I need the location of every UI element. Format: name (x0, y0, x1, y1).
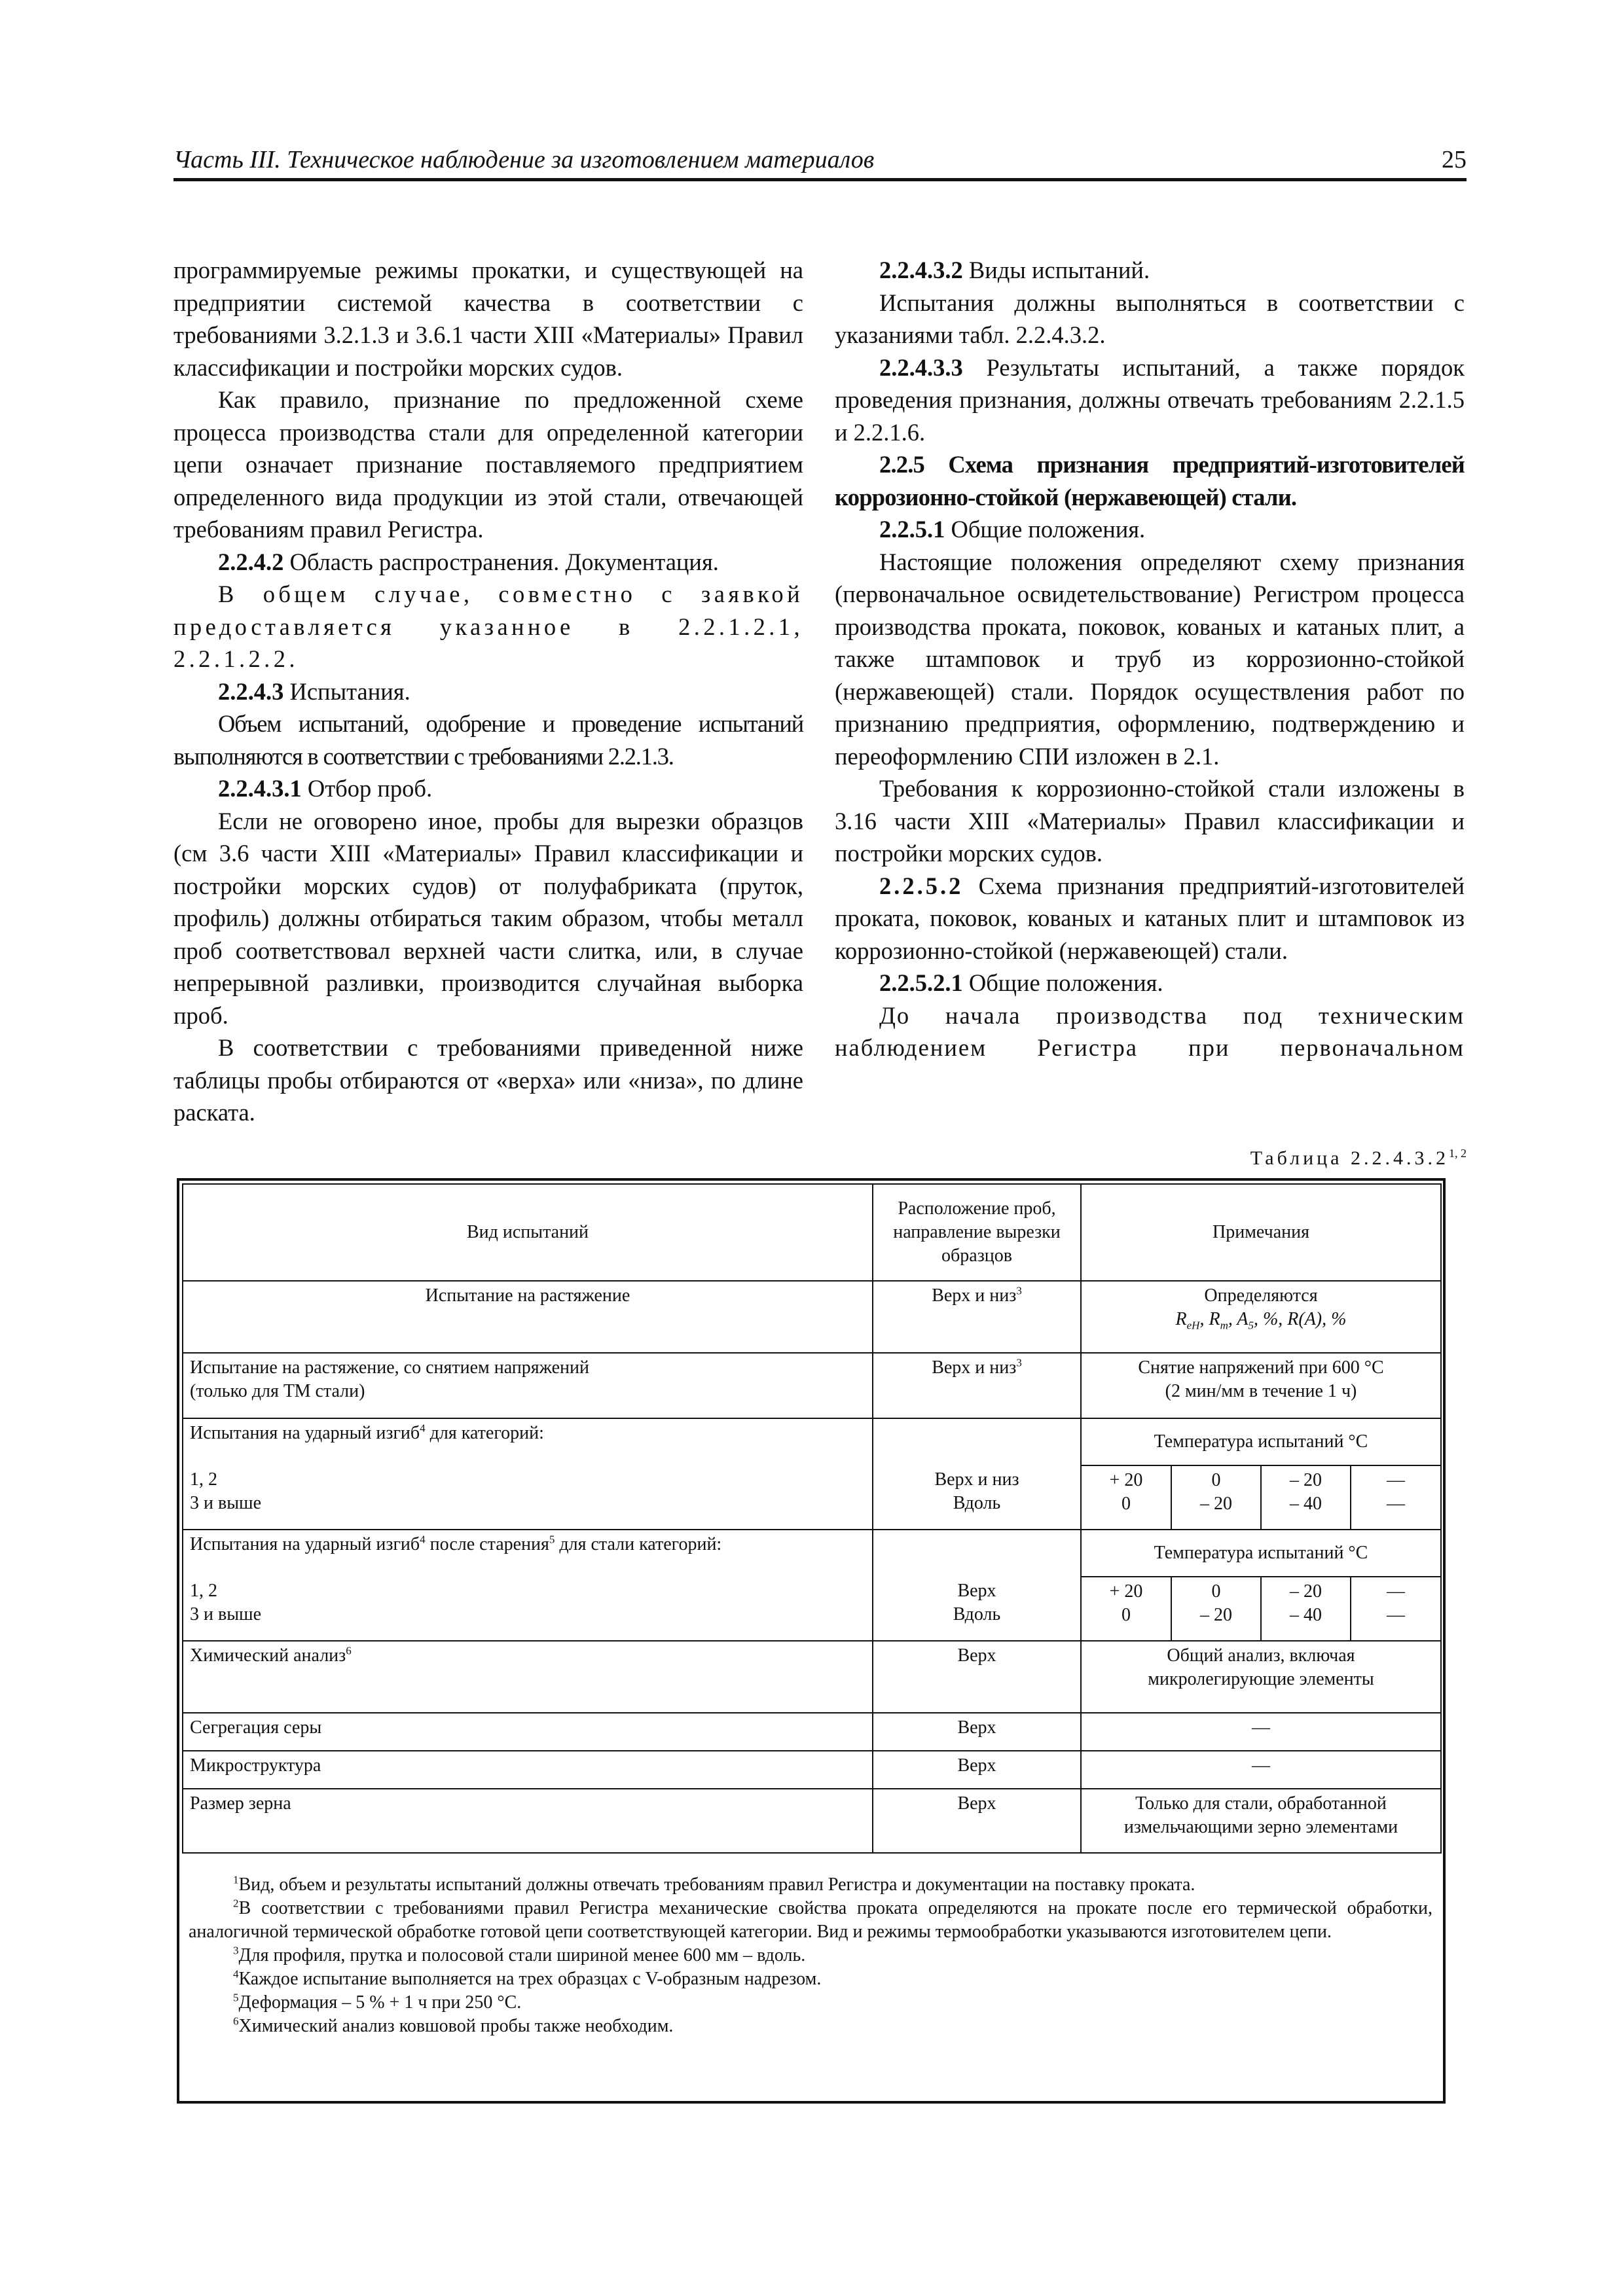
test-cell: Испытание на растяжение (183, 1281, 873, 1353)
location-cell (873, 1353, 1081, 1418)
note-cell (1081, 1281, 1441, 1353)
test-text: после старения (425, 1534, 549, 1554)
footnote-text: Деформация – 5 % + 1 ч при 250 °C. (238, 1992, 522, 2013)
footnote (189, 1944, 1432, 1967)
temp-col (1082, 1466, 1171, 1529)
temp-value: — (1387, 1581, 1405, 1602)
section-title: Общие положения. (962, 969, 1163, 996)
location-cell (873, 1465, 1081, 1530)
footnote-text: Химический анализ ковшовой пробы также необходим. (238, 2016, 674, 2036)
temp-value: – 20 (1290, 1581, 1322, 1602)
paragraph: Как правило, признание по предложенной схеме процесса производства стали для определенной категории цепи означает признание поставляемого предприятием определенного вида продукции из этой стали, отвечающей требованиям правил Регистра. (173, 386, 803, 543)
note-formula (1088, 1308, 1434, 1331)
page-number: 25 (1442, 146, 1467, 173)
location-cell (873, 1530, 1081, 1577)
temp-value: + 20 (1109, 1581, 1143, 1602)
left-column (173, 254, 803, 1129)
section-2-2-5-2-1 (835, 967, 1465, 999)
category-line: 3 и выше (190, 1604, 262, 1624)
table-row (183, 1418, 1441, 1465)
footnote-mark: 3 (233, 1944, 239, 1957)
temp-title-cell: Температура испытаний °C (1081, 1530, 1441, 1577)
test-text: Испытания на ударный изгиб (190, 1534, 420, 1554)
temperature-grid (1081, 1577, 1441, 1641)
section-title: Виды испытаний. (962, 257, 1150, 283)
location-line: Вдоль (953, 1493, 1001, 1513)
category-line: 1, 2 (190, 1581, 217, 1601)
location-line: Вдоль (953, 1604, 1001, 1624)
temp-col (1351, 1466, 1440, 1529)
test-text: для категорий: (425, 1423, 544, 1443)
temp-value: — (1387, 1605, 1405, 1625)
table-row (183, 1641, 1441, 1713)
section-number: 2.2.4.3 (218, 677, 284, 705)
paragraph: программируемые режимы прокатки, и существующей на предприятии системой качества в соответствии с требованиями 3.2.1.3 и 3.6.1 части XIII «Материалы» Правил классификации и постройки морских судов. (173, 257, 803, 381)
note-cell (1081, 1353, 1441, 1418)
temp-col (1351, 1577, 1440, 1640)
header-cell: Примечания (1081, 1184, 1441, 1281)
section-title: Испытания. (283, 677, 410, 705)
paragraph: В общем случае, совместно с заявкой предоставляется указанное в 2.2.1.2.1, 2.2.1.2.2. (173, 581, 803, 672)
section-number: 2.2.4.3.3 (879, 353, 963, 381)
header-cell: Вид испытаний (183, 1184, 873, 1281)
temp-value: – 40 (1290, 1494, 1322, 1514)
location-text: Верх и низ (932, 1285, 1017, 1306)
temp-value: 0 (1122, 1494, 1131, 1514)
header-cell: Расположение проб, направление вырезки образцов (873, 1184, 1081, 1281)
test-cell: Размер зерна (183, 1789, 873, 1853)
note-line: измельчающими зерно элементами (1123, 1817, 1398, 1837)
table-caption-text: Таблица 2.2.4.3.2 (1250, 1147, 1449, 1169)
table-row (183, 1281, 1441, 1353)
test-cell (183, 1530, 873, 1577)
note-cell (1081, 1789, 1441, 1853)
section-number: 2.2.5.2.1 (879, 969, 963, 996)
formula-part: , R (1199, 1309, 1220, 1329)
note-line: (2 мин/мм в течение 1 ч) (1165, 1381, 1357, 1401)
footnote-text: Каждое испытание выполняется на трех образцах с V-образным надрезом. (238, 1969, 822, 1989)
temp-col (1082, 1577, 1171, 1640)
note-line: микролегирующие элементы (1148, 1669, 1374, 1689)
test-cell: Микроструктура (183, 1751, 873, 1789)
section-number: 2.2.4.2 (218, 548, 284, 575)
section-text: Результаты испытаний, а также порядок проведения признания, должны отвечать требованиям 2.2.1.5 и 2.2.1.6. (835, 353, 1465, 446)
footnote-mark: 2 (233, 1897, 239, 1910)
temp-value: 0 (1122, 1605, 1131, 1625)
section-2-2-4-3 (173, 675, 803, 708)
location-line: Верх и низ (934, 1469, 1019, 1490)
tests-table (182, 1183, 1442, 1854)
section-number: 2.2.4.3.1 (218, 775, 302, 802)
category-line: 1, 2 (190, 1469, 217, 1490)
footnote (189, 2015, 1432, 2038)
running-header (173, 145, 1467, 181)
table-row (183, 1465, 1441, 1530)
footnote-ref: 5 (549, 1533, 555, 1546)
temp-col (1171, 1577, 1261, 1640)
location-cell: Верх (873, 1641, 1081, 1713)
table-row (183, 1577, 1441, 1641)
temp-value: 0 (1211, 1581, 1221, 1602)
footnote-ref: 4 (420, 1533, 426, 1546)
section-2-2-4-3-3 (835, 351, 1465, 449)
location-cell: Верх (873, 1713, 1081, 1751)
note-line: Снятие напряжений при 600 °C (1138, 1357, 1384, 1378)
running-title: Часть III. Техническое наблюдение за изготовлением материалов (173, 146, 875, 173)
table-row (183, 1530, 1441, 1577)
note-cell: — (1081, 1713, 1441, 1751)
temp-value: + 20 (1109, 1470, 1143, 1490)
note-cell (1081, 1641, 1441, 1713)
temp-value: — (1387, 1470, 1405, 1490)
temp-col (1171, 1466, 1261, 1529)
table-caption-sup: 1, 2 (1449, 1147, 1467, 1160)
test-cell (183, 1418, 873, 1465)
section-number: 2.2.5.2 (879, 872, 964, 899)
paragraph: Требования к коррозионно-стойкой стали изложены в 3.16 части XIII «Материалы» Правил классификации и постройки морских судов. (835, 775, 1465, 867)
footnote-text: В соответствии с требованиями правил Регистра механические свойства проката определяются на прокате после его термической обработки, аналогичной термической обработке готовой цепи соответствующей категории. Вид и режимы термообработки указываются изготовителем цепи. (189, 1898, 1432, 1942)
location-line: Верх (957, 1581, 996, 1601)
test-cell: Сегрегация серы (183, 1713, 873, 1751)
category-line: 3 и выше (190, 1493, 262, 1513)
paragraph: Испытания должны выполняться в соответствии с указаниями табл. 2.2.4.3.2. (835, 289, 1465, 348)
temp-value: — (1387, 1494, 1405, 1514)
formula-part: R (1175, 1309, 1187, 1329)
footnote-text: Для профиля, прутка и полосовой стали шириной менее 600 мм – вдоль. (238, 1945, 806, 1965)
temp-title-cell: Температура испытаний °C (1081, 1418, 1441, 1465)
footnote (189, 1897, 1432, 1944)
paragraph: В соответствии с требованиями приведенной ниже таблицы пробы отбираются от «верха» или «низа», по длине раската. (173, 1034, 803, 1126)
footnote-ref: 6 (346, 1644, 352, 1657)
location-cell (873, 1281, 1081, 1353)
temp-col (1261, 1466, 1351, 1529)
section-title: Отбор проб. (301, 775, 433, 802)
table-caption (1048, 1147, 1467, 1170)
section-heading: 2.2.5 Схема признания предприятий-изготовителей коррозионно-стойкой (нержавеющей) стали. (835, 451, 1465, 511)
location-cell: Верх (873, 1789, 1081, 1853)
section-number: 2.2.5.1 (879, 516, 945, 543)
section-text: Схема признания предприятий-изготовителей проката, поковок, кованых и катаных плит и штамповок из коррозионно-стойкой (нержавеющей) стали. (835, 872, 1465, 964)
table-row (183, 1751, 1441, 1789)
footnote-text: Вид, объем и результаты испытаний должны отвечать требованиям правил Регистра и документации на поставку проката. (238, 1874, 1195, 1895)
formula-sub: 5 (1248, 1319, 1254, 1332)
section-title: Область распространения. Документация. (283, 548, 719, 575)
formula-part: , A (1228, 1309, 1249, 1329)
paragraph: До начала производства под техническим наблюдением Регистра при первоначальном (835, 1001, 1465, 1061)
section-number: 2.2.4.3.2 (879, 257, 963, 283)
table-row (183, 1713, 1441, 1751)
footnote-mark: 6 (233, 2015, 239, 2028)
temperature-table (1082, 1466, 1440, 1529)
table-row (183, 1353, 1441, 1418)
location-cell: Верх (873, 1751, 1081, 1789)
section-2-2-5-2 (835, 870, 1465, 967)
test-cell (183, 1353, 873, 1418)
table-frame (177, 1178, 1446, 2104)
footnote-ref: 3 (1016, 1284, 1022, 1297)
formula-sub: m (1220, 1319, 1228, 1332)
temperature-grid (1081, 1465, 1441, 1530)
footnote-ref: 4 (420, 1422, 426, 1435)
section-2-2-4-3-2 (835, 254, 1465, 287)
temp-col (1261, 1577, 1351, 1640)
temp-value: – 20 (1200, 1605, 1232, 1625)
test-cell (183, 1641, 873, 1713)
note-line: Общий анализ, включая (1167, 1645, 1355, 1666)
temp-value: – 40 (1290, 1605, 1322, 1625)
test-line: (только для ТМ стали) (190, 1381, 365, 1401)
note-line: Определяются (1204, 1285, 1318, 1306)
footnote-mark: 4 (233, 1967, 239, 1981)
right-column (835, 254, 1465, 1064)
paragraph: Настоящие положения определяют схему признания (первоначальное освидетельствование) Регистром процесса производства проката, поковок, кованых и катаных плит, а также штамповок и труб из коррозионно-стойкой (нержавеющей) стали. Порядок осуществления работ по признанию предприятия, оформлению, подтверждению и переоформлению СПИ изложен в 2.1. (835, 548, 1465, 770)
formula-part: , %, R(A), % (1253, 1309, 1347, 1329)
temp-value: 0 (1211, 1470, 1221, 1490)
table-row (183, 1789, 1441, 1853)
temp-value: – 20 (1290, 1470, 1322, 1490)
test-text: Испытания на ударный изгиб (190, 1423, 420, 1443)
location-cell (873, 1577, 1081, 1641)
paragraph: Объем испытаний, одобрение и проведение испытаний выполняются в соответствии с требованиями 2.2.1.3. (173, 710, 803, 770)
location-text: Верх и низ (932, 1357, 1017, 1378)
footnote-ref: 3 (1016, 1356, 1022, 1369)
category-cell (183, 1465, 873, 1530)
temp-value: – 20 (1200, 1494, 1232, 1514)
test-line: Испытание на растяжение, со снятием напряжений (190, 1357, 590, 1378)
footnote (189, 1967, 1432, 1991)
note-line: Только для стали, обработанной (1135, 1793, 1387, 1814)
temperature-table (1082, 1577, 1440, 1640)
note-cell: — (1081, 1751, 1441, 1789)
formula-sub: eH (1186, 1319, 1200, 1332)
location-cell (873, 1418, 1081, 1465)
footnote (189, 1873, 1432, 1897)
section-2-2-4-2 (173, 546, 803, 579)
test-text: Химический анализ (190, 1645, 346, 1666)
footnote-mark: 1 (233, 1873, 239, 1886)
table-footnotes (189, 1873, 1432, 2038)
section-2-2-5-title (835, 448, 1465, 513)
test-text: для стали категорий: (555, 1534, 722, 1554)
paragraph: Если не оговорено иное, пробы для вырезки образцов (см 3.6 части XIII «Материалы» Правил классификации и постройки морских судов) от полуфабриката (пруток, профиль) должны отбираться таким образом, чтобы металл проб соответствовал верхней части слитка, или, в случае непрерывной разливки, производится случайная выборка проб. (173, 807, 803, 1029)
footnote (189, 1991, 1432, 2015)
footnote-mark: 5 (233, 1991, 239, 2004)
category-cell (183, 1577, 873, 1641)
section-2-2-4-3-1 (173, 772, 803, 805)
table-header-row (183, 1184, 1441, 1281)
section-2-2-5-1 (835, 513, 1465, 546)
section-title: Общие положения. (945, 516, 1146, 543)
